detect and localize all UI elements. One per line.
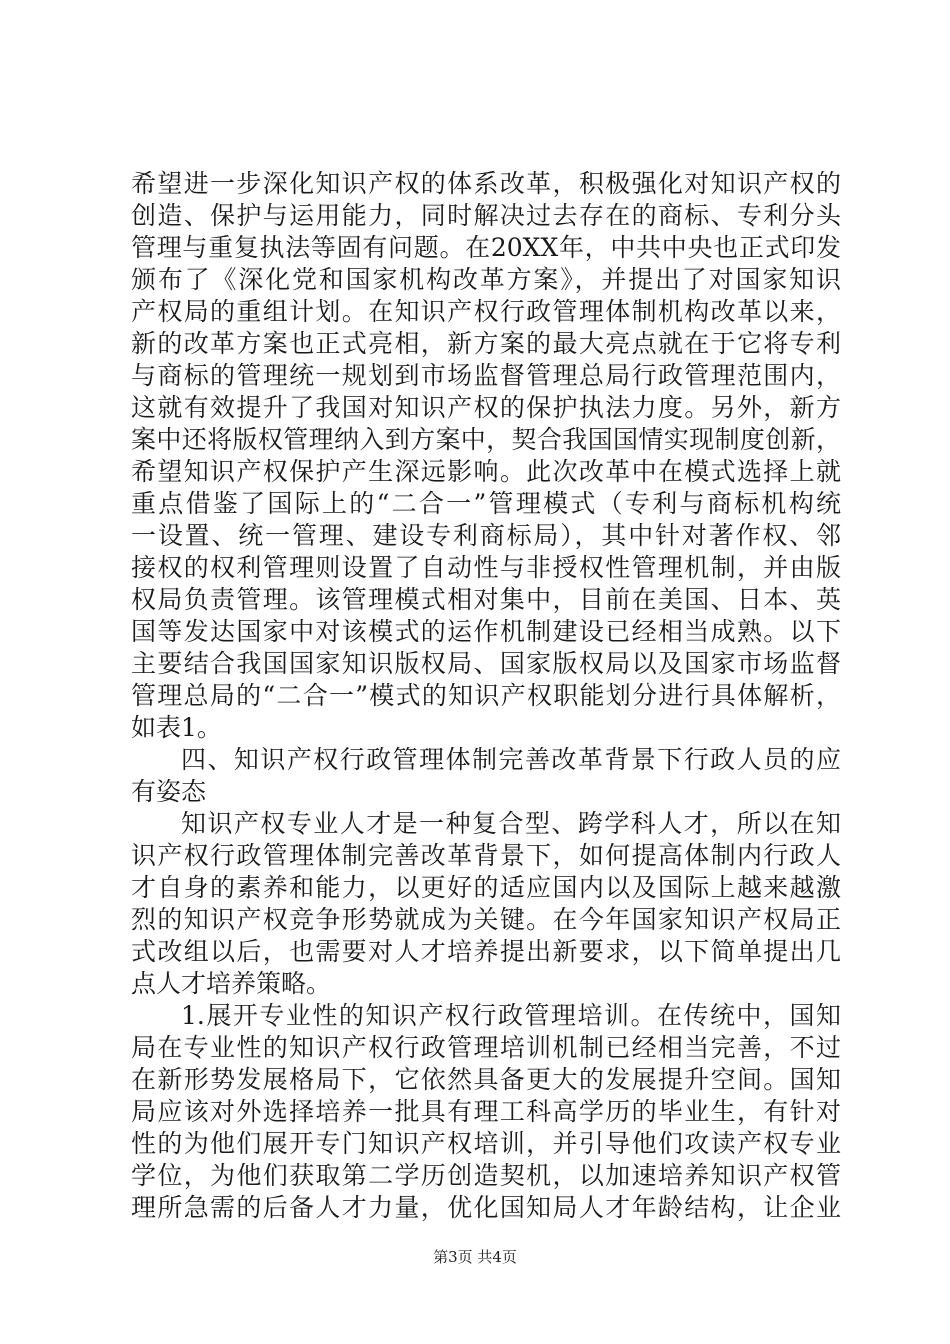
text-line: 与商标的管理统一规划到市场监督管理总局行政管理范围内， — [131, 361, 841, 390]
text-line: 理所急需的后备人才力量，优化国知局人才年龄结构，让企业 — [131, 1193, 841, 1222]
text-line: 管理与重复执法等固有问题。在20XX年，中共中央也正式印发 — [131, 233, 841, 262]
text-line: 局在专业性的知识产权行政管理培训机制已经相当完善，不过 — [131, 1033, 841, 1062]
text-line: 局应该对外选择培养一批具有理工科高学历的毕业生，有针对 — [131, 1097, 841, 1126]
text-line: 1.展开专业性的知识产权行政管理培训。在传统中，国知 — [181, 1001, 841, 1030]
text-line: 在新形势发展格局下，它依然具备更大的发展提升空间。国知 — [131, 1065, 841, 1094]
text-line: 点人才培养策略。 — [131, 969, 332, 998]
text-line: 学位，为他们获取第二学历创造契机，以加速培养知识产权管 — [131, 1161, 841, 1190]
text-line: 性的为他们展开专门知识产权培训，并引导他们攻读产权专业 — [131, 1129, 841, 1158]
text-line: 识产权行政管理体制完善改革背景下，如何提高体制内行政人 — [131, 841, 841, 870]
text-line: 这就有效提升了我国对知识产权的保护执法力度。另外，新方 — [131, 393, 841, 422]
text-line: 国等发达国家中对该模式的运作机制建设已经相当成熟。以下 — [131, 617, 841, 646]
text-line: 权局负责管理。该管理模式相对集中，目前在美国、日本、英 — [131, 585, 841, 614]
text-line: 主要结合我国国家知识版权局、国家版权局以及国家市场监督 — [131, 649, 841, 678]
body-text — [131, 168, 841, 1224]
section-heading: 四、知识产权行政管理体制完善改革背景下行政人员的应 — [181, 745, 841, 774]
page-footer — [0, 1247, 950, 1267]
text-line: 产权局的重组计划。在知识产权行政管理体制机构改革以来， — [131, 297, 841, 326]
text-line: 知识产权专业人才是一种复合型、跨学科人才，所以在知 — [181, 809, 841, 838]
text-line: 创造、保护与运用能力，同时解决过去存在的商标、专利分头 — [131, 201, 841, 230]
text-line: 式改组以后，也需要对人才培养提出新要求，以下简单提出几 — [131, 937, 841, 966]
text-line: 如表1。 — [131, 713, 222, 742]
text-line: 一设置、统一管理、建设专利商标局），其中针对著作权、邻 — [131, 521, 841, 550]
text-line: 烈的知识产权竞争形势就成为关键。在今年国家知识产权局正 — [131, 905, 841, 934]
text-line: 才自身的素养和能力，以更好的适应国内以及国际上越来越激 — [131, 873, 841, 902]
text-line: 颁布了《深化党和国家机构改革方案》，并提出了对国家知识 — [131, 265, 841, 294]
text-line: 新的改革方案也正式亮相，新方案的最大亮点就在于它将专利 — [131, 329, 841, 358]
page-number: 第3页 共4页 — [433, 1248, 517, 1266]
text-line: 希望知识产权保护产生深远影响。此次改革中在模式选择上就 — [131, 457, 841, 486]
text-line: 接权的权利管理则设置了自动性与非授权性管理机制，并由版 — [131, 553, 841, 582]
text-line: 重点借鉴了国际上的“二合一”管理模式（专利与商标机构统 — [131, 489, 841, 518]
text-line: 希望进一步深化知识产权的体系改革，积极强化对知识产权的 — [131, 169, 841, 198]
text-line: 案中还将版权管理纳入到方案中，契合我国国情实现制度创新， — [131, 425, 841, 454]
text-line: 管理总局的“二合一”模式的知识产权职能划分进行具体解析， — [131, 681, 841, 710]
section-heading: 有姿态 — [131, 777, 207, 806]
